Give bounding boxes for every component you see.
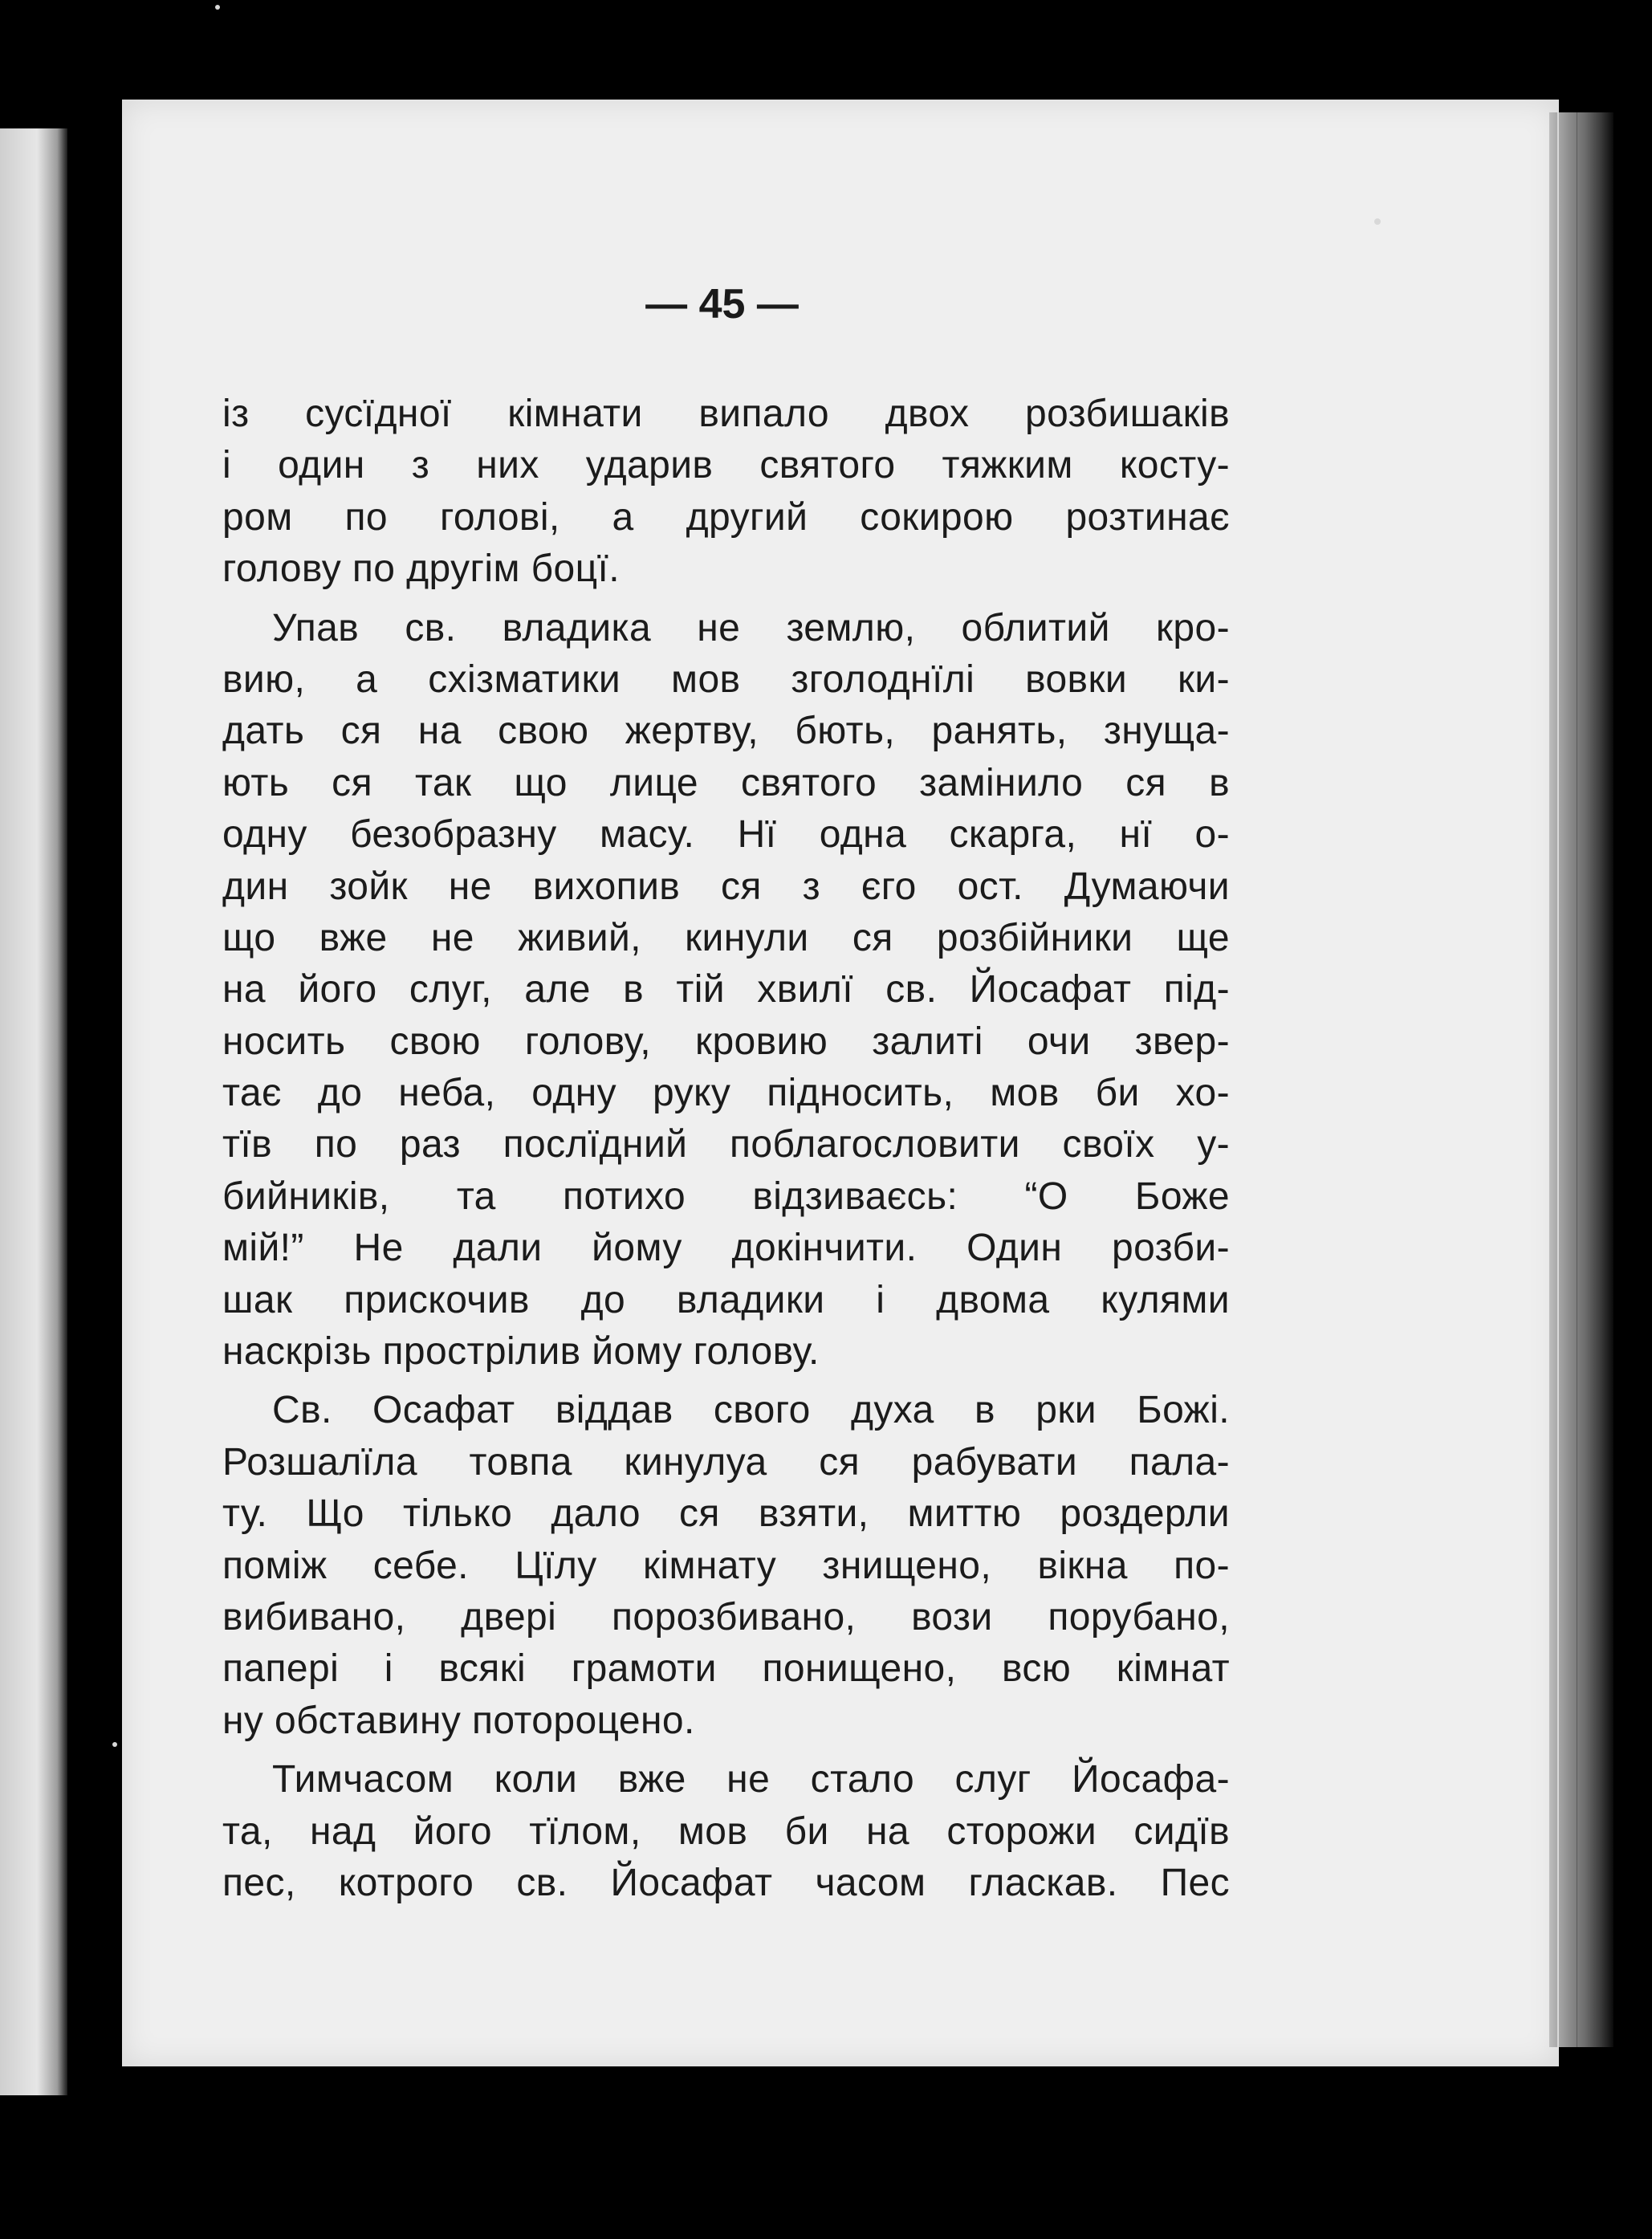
text-line: що вже не живий, кинули ся розбійники ще <box>222 916 1230 959</box>
text-line: та, над його тїлом, мов би на сторожи сидїв <box>222 1810 1230 1853</box>
text-line: із сусїдної кімнати випало двох розбишаків <box>222 393 1230 435</box>
scan-speck <box>112 1742 117 1747</box>
text-line: мій!” Не дали йому докінчити. Один розби- <box>222 1227 1230 1270</box>
text-line: тїв по раз послїдний поблагословити своїх у- <box>222 1123 1230 1166</box>
text-line: папері і всякі грамоти понищено, всю кімнат <box>222 1647 1230 1691</box>
page-text <box>222 389 1230 1909</box>
text-line: Тимчасом коли вже не стало слуг Йосафа- <box>272 1758 1230 1801</box>
text-line: тає до неба, одну руку підносить, мов би хо- <box>222 1072 1230 1115</box>
text-line: голову по другім боцї. <box>222 548 620 591</box>
scan-speck <box>215 5 220 10</box>
text-line: поміж себе. Цїлу кімнату знищено, вікна по- <box>222 1544 1230 1587</box>
text-line: Св. Осафат віддав свого духа в рки Божі. <box>272 1389 1230 1432</box>
adjacent-page-edge <box>0 128 67 2095</box>
text-line: і один з них ударив святого тяжким косту- <box>222 444 1230 487</box>
text-line: дать ся на свою жертву, бють, ранять, знуща- <box>222 710 1230 753</box>
text-line: ють ся так що лице святого замінило ся в <box>222 761 1230 804</box>
text-line: бийників, та потихо відзиваєсь: “О Боже <box>222 1174 1230 1218</box>
text-line: наскрізь прострілив йому голову. <box>222 1330 820 1374</box>
text-line: шак прискочив до владики і двома кулями <box>222 1278 1230 1321</box>
text-line: дин зойк не вихопив ся з єго ост. Думаючи <box>222 865 1230 908</box>
text-line: пес, котрого св. Йосафат часом гласкав. Пес <box>222 1861 1230 1904</box>
text-line: Розшалїла товпа кинулуа ся рабувати пала- <box>222 1440 1230 1484</box>
book-page <box>122 100 1559 2066</box>
text-line: вию, а схізматики мов зголоднїлі вовки ки- <box>222 657 1230 701</box>
text-line: ну обставину потороцено. <box>222 1699 695 1742</box>
page-fore-edge <box>1549 112 1613 2047</box>
scan-speck <box>1374 218 1381 225</box>
text-line: на його слуг, але в тій хвилї св. Йосафат під- <box>222 968 1230 1012</box>
text-line: вибивано, двері порозбивано, вози порубано, <box>222 1595 1230 1639</box>
text-line: ту. Що тілько дало ся взяти, миттю роздерли <box>222 1492 1230 1536</box>
text-line: ром по голові, а другий сокирою розтинає <box>222 495 1230 539</box>
text-line: Упав св. владика не землю, облитий кро- <box>272 606 1230 649</box>
page-number: — 45 — <box>645 281 799 328</box>
text-line: носить свою голову, кровию залиті очи звер- <box>222 1020 1230 1063</box>
text-line: одну безобразну масу. Нї одна скарга, нї о- <box>222 813 1230 857</box>
